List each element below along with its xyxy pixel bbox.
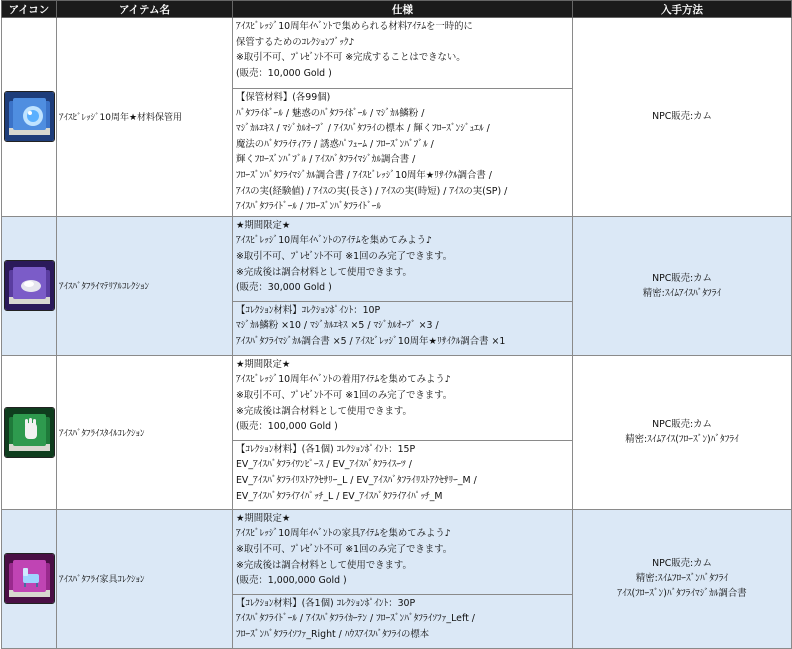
spec-line: ※取引不可、ﾌﾟﾚｾﾞﾝﾄ不可 ※1回のみ完了できます。: [236, 543, 453, 555]
item-spec-materials: [233, 301, 573, 355]
spec-line: ※取引不可、ﾌﾟﾚｾﾞﾝﾄ不可 ※完成することはできない。: [236, 52, 466, 64]
item-spec-materials: [233, 594, 573, 648]
item-spec-description: [233, 509, 573, 594]
spec-line: ※完成後は調合材料として使用できます。: [236, 559, 412, 571]
spec-line: ★期間限定★: [236, 219, 291, 231]
spec-line: 【保管材料】(各99個): [236, 92, 331, 103]
obtain-line: 精密:ｽｲﾑｱｲｽﾊﾞﾀﾌﾗｲ: [642, 287, 722, 299]
spec-line: (販売：30,000 Gold ): [236, 282, 332, 294]
spec-line: 輝くﾌﾛｰｽﾞﾝﾊﾞﾌﾞﾙ / ｱｲｽﾊﾞﾀﾌﾗｲﾏｼﾞｶﾙ調合書 /: [236, 154, 416, 166]
item-name: ｱｲｽﾊﾞﾀﾌﾗｲ家具ｺﾚｸｼｮﾝ: [57, 509, 233, 648]
header-row: [2, 1, 792, 18]
spec-line: (販売：100,000 Gold ): [236, 421, 338, 433]
spec-line: 【ｺﾚｸｼｮﾝ材料】(各1個) ｺﾚｸｼｮﾝﾎﾟｲﾝﾄ：30P: [236, 597, 416, 609]
obtain-line: NPC販売:カム: [652, 419, 712, 431]
item-name: ｱｲｽﾊﾞﾀﾌﾗｲｽﾀｲﾙｺﾚｸｼｮﾝ: [57, 355, 233, 509]
item-spec-description: [233, 355, 573, 440]
item-row: [2, 509, 792, 594]
item-icon-cell: [2, 509, 57, 648]
green-book-glove-icon: [4, 407, 55, 458]
spec-line: 【ｺﾚｸｼｮﾝ材料】ｺﾚｸｼｮﾝﾎﾟｲﾝﾄ：10P: [236, 304, 381, 316]
spec-line: ｱｲｽﾋﾞﾚｯｼﾞ10周年ｲﾍﾞﾝﾄの着用ｱｲﾃﾑを集めてみよう♪: [236, 374, 451, 386]
item-spec-description: [233, 216, 573, 301]
obtain-line: 精密:ｽｲﾑﾌﾛｰｽﾞﾝﾊﾞﾀﾌﾗｲ: [635, 573, 729, 585]
header-obtain: 入手方法: [573, 1, 792, 18]
spec-line: 保管するためのｺﾚｸｼｮﾝﾌﾞｯｸ♪: [236, 36, 355, 48]
spec-line: ﾌﾛｰｽﾞﾝﾊﾞﾀﾌﾗｲﾏｼﾞｶﾙ調合書 / ｱｲｽﾋﾞﾚｯｼﾞ10周年★ﾘｻｲｸﾙ調合書 /: [236, 169, 492, 181]
obtain-line: NPC販売:カム: [652, 558, 712, 570]
item-icon-cell: [2, 355, 57, 509]
spec-line: ｱｲｽﾊﾞﾀﾌﾗｲﾏｼﾞｶﾙ調合書 ×5 / ｱｲｽﾋﾞﾚｯｼﾞ10周年★ﾘｻｲｸﾙ調合書 ×1: [236, 335, 506, 347]
spec-line: ｱｲｽﾋﾞﾚｯｼﾞ10周年ｲﾍﾞﾝﾄのｱｲﾃﾑを集めてみよう♪: [236, 235, 433, 247]
spec-line: ★期間限定★: [236, 512, 291, 524]
item-spec-description: [233, 18, 573, 89]
blue-book-blue-orb-icon: [4, 91, 55, 142]
obtain-line: 精密:ｽｲﾑｱｲｽ(ﾌﾛｰｽﾞﾝ)ﾊﾞﾀﾌﾗｲ: [625, 434, 739, 446]
spec-line: ｱｲｽの実(経験値) / ｱｲｽの実(長さ) / ｱｲｽの実(時短) / ｱｲｽの実(SP) /: [236, 185, 508, 197]
spec-line: EV_ｱｲｽﾊﾞﾀﾌﾗｲﾘｽﾄｱｸｾｻﾘｰ_L / EV_ｱｲｽﾊﾞﾀﾌﾗｲﾘｽﾄｱｸｾｻﾘｰ_M /: [236, 474, 477, 486]
obtain-line: NPC販売:カム: [652, 111, 712, 123]
spec-line: 魔法のﾊﾞﾀﾌﾗｲﾃｨｱﾗ / 誘惑ﾊﾟﾌｭｰﾑ / ﾌﾛｰｽﾞﾝﾊﾞﾌﾞﾙ /: [236, 138, 434, 150]
item-obtain: [573, 216, 792, 355]
item-row: [2, 18, 792, 89]
spec-line: EV_ｱｲｽﾊﾞﾀﾌﾗｲﾜﾝﾋﾟｰｽ / EV_ｱｲｽﾊﾞﾀﾌﾗｲｽｰﾂ /: [236, 459, 412, 471]
spec-line: (販売：1,000,000 Gold ): [236, 575, 347, 587]
item-obtain: [573, 509, 792, 648]
spec-line: ﾏｼﾞｶﾙ鱗粉 ×10 / ﾏｼﾞｶﾙｴｷｽ ×5 / ﾏｼﾞｶﾙｵｰﾌﾞ ×3 /: [236, 320, 439, 332]
header-icon: アイコン: [2, 1, 57, 18]
item-name: ｱｲｽﾊﾞﾀﾌﾗｲﾏﾃﾘｱﾙｺﾚｸｼｮﾝ: [57, 216, 233, 355]
item-row: [2, 216, 792, 301]
spec-line: ﾌﾛｰｽﾞﾝﾊﾞﾀﾌﾗｲｿﾌｧ_Right / ﾊｳｽｱｲｽﾊﾞﾀﾌﾗｲの標本: [236, 628, 430, 640]
spec-line: 【ｺﾚｸｼｮﾝ材料】(各1個) ｺﾚｸｼｮﾝﾎﾟｲﾝﾄ：15P: [236, 443, 416, 455]
spec-line: ｱｲｽﾋﾞﾚｯｼﾞ10周年ｲﾍﾞﾝﾄの家具ｱｲﾃﾑを集めてみよう♪: [236, 528, 451, 540]
spec-line: ﾏｼﾞｶﾙｴｷｽ / ﾏｼﾞｶﾙｵｰﾌﾞ / ｱｲｽﾊﾞﾀﾌﾗｲの標本 / 輝くﾌﾛｰｽﾞﾝｼﾞｭｴﾙ /: [236, 123, 490, 135]
spec-line: ※完成後は調合材料として使用できます。: [236, 266, 412, 278]
item-obtain: [573, 18, 792, 217]
item-row: [2, 355, 792, 440]
spec-line: ｱｲｽﾊﾞﾀﾌﾗｲﾄﾞｰﾙ / ﾌﾛｰｽﾞﾝﾊﾞﾀﾌﾗｲﾄﾞｰﾙ: [236, 201, 382, 213]
spec-line: ※取引不可、ﾌﾟﾚｾﾞﾝﾄ不可 ※1回のみ完了できます。: [236, 250, 453, 262]
magenta-book-furniture-icon: [4, 553, 55, 604]
item-icon-cell: [2, 216, 57, 355]
item-obtain: [573, 355, 792, 509]
item-name: ｱｲｽﾋﾞﾚｯｼﾞ10周年★材料保管用: [57, 18, 233, 217]
spec-line: ※取引不可、ﾌﾟﾚｾﾞﾝﾄ不可 ※1回のみ完了できます。: [236, 389, 453, 401]
item-spec-materials: [233, 89, 573, 217]
item-icon-cell: [2, 18, 57, 217]
obtain-line: NPC販売:カム: [652, 272, 712, 284]
obtain-line: ｱｲｽ(ﾌﾛｰｽﾞﾝ)ﾊﾞﾀﾌﾗｲﾏｼﾞｶﾙ調合書: [617, 588, 747, 600]
header-item-name: アイテム名: [57, 1, 233, 18]
spec-line: ※完成後は調合材料として使用できます。: [236, 405, 412, 417]
header-spec: 仕様: [233, 1, 573, 18]
spec-line: ｱｲｽﾋﾞﾚｯｼﾞ10周年ｲﾍﾞﾝﾄで集められる材料ｱｲﾃﾑを一時的に: [236, 21, 473, 32]
spec-line: ★期間限定★: [236, 358, 291, 370]
purple-book-rock-icon: [4, 260, 55, 311]
item-spec-materials: [233, 440, 573, 509]
item-table: [1, 0, 792, 649]
spec-line: EV_ｱｲｽﾊﾞﾀﾌﾗｲｱｲﾊﾟｯﾁ_L / EV_ｱｲｽﾊﾞﾀﾌﾗｲｱｲﾊﾟｯﾁ_M: [236, 490, 443, 502]
spec-line: ﾊﾞﾀﾌﾗｲﾎﾞｰﾙ / 魅惑のﾊﾞﾀﾌﾗｲﾎﾞｰﾙ / ﾏｼﾞｶﾙ鱗粉 /: [236, 107, 425, 119]
spec-line: (販売：10,000 Gold ): [236, 67, 332, 79]
spec-line: ｱｲｽﾊﾞﾀﾌﾗｲﾄﾞｰﾙ / ｱｲｽﾊﾞﾀﾌﾗｲｶｰﾃﾝ / ﾌﾛｰｽﾞﾝﾊﾞﾀﾌﾗｲｿﾌｧ_Left /: [236, 613, 475, 625]
